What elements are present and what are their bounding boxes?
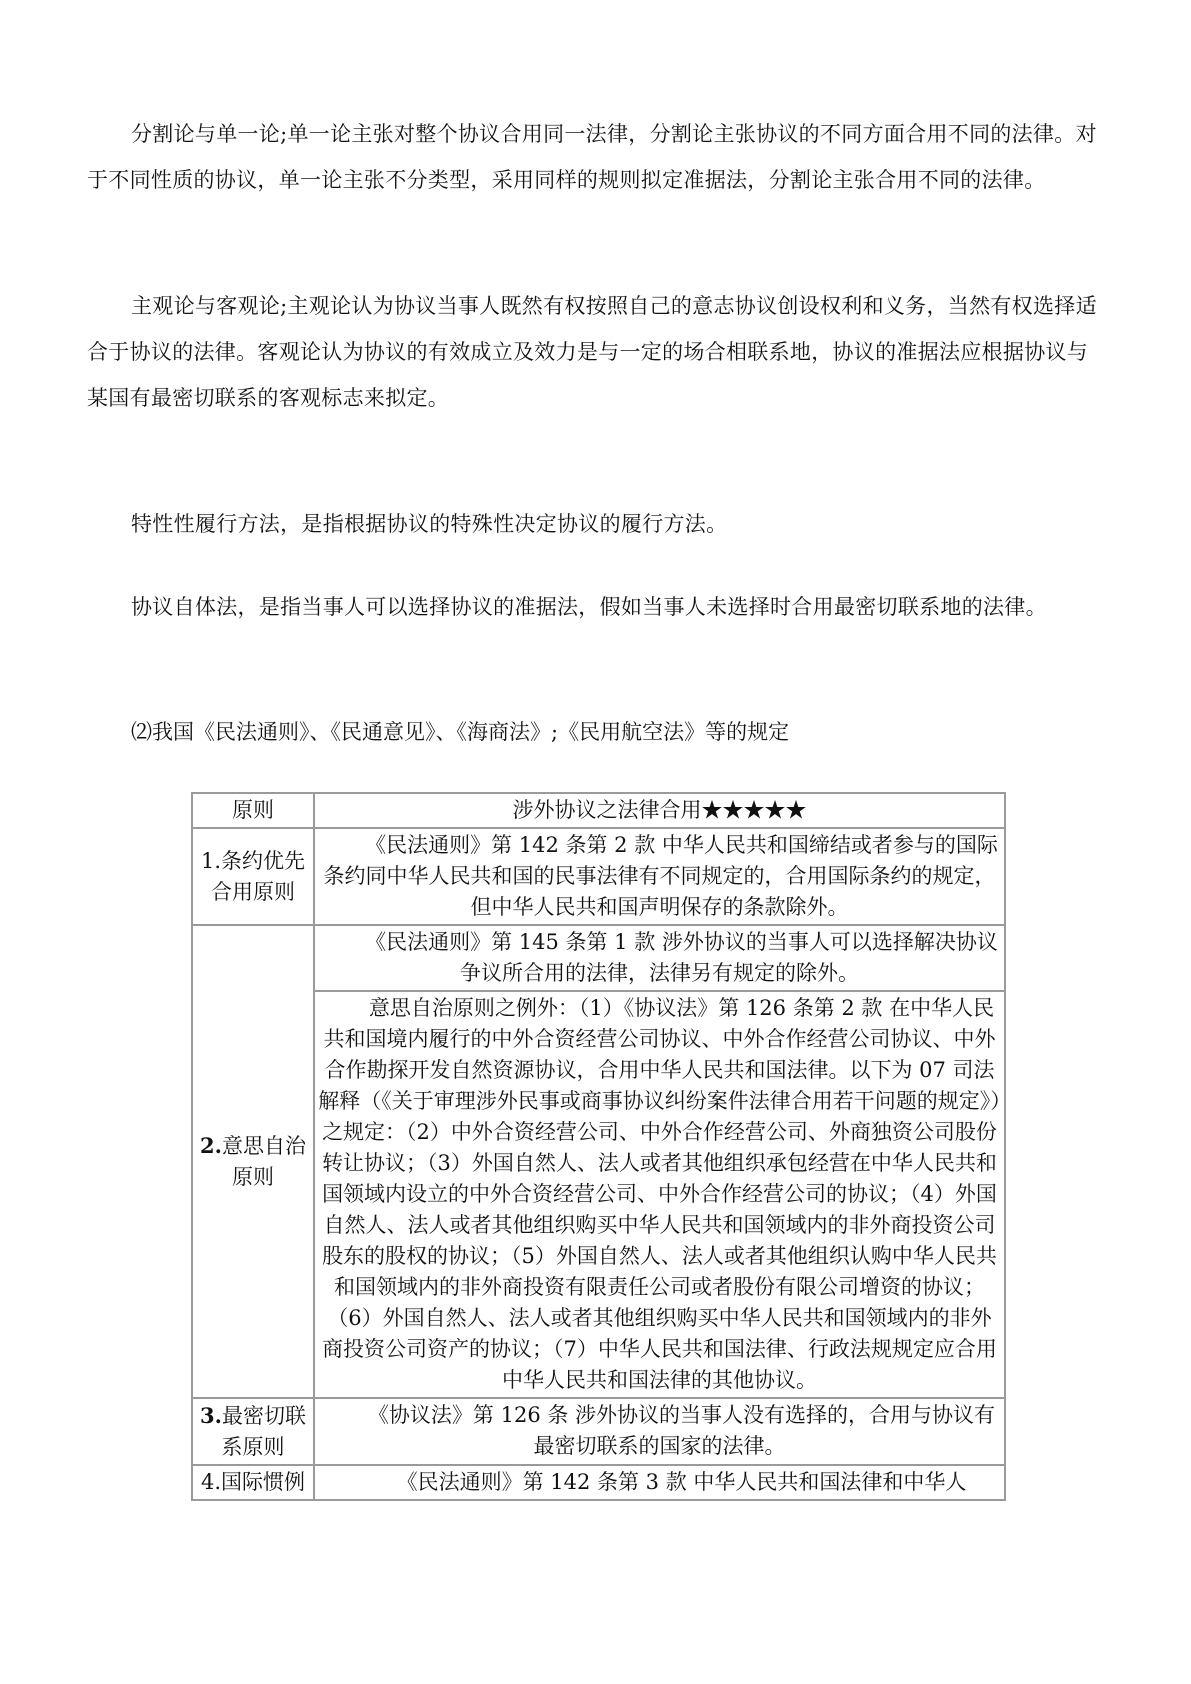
paragraph-characteristic-performance: 特性性履行方法，是指根据协议的特殊性决定协议的履行方法。 <box>131 512 728 536</box>
row-principle-label: 条约优先合用原则 <box>211 848 306 904</box>
paragraph-subjective-objective: 主观论与客观论;主观论认为协议当事人既然有权按照自己的意志协议创设权利和义务，当然有权选择适合于协议的法律。客观论认为协议的有效成立及效力是与一定的场合相联系地，协议的准据法应根据协议与某国有最密切联系的客观标志来拟定。 <box>87 294 1097 410</box>
row-content <box>314 1465 1005 1500</box>
table-row <box>192 991 1005 1398</box>
header-content: 涉外协议之法律合用★★★★★ <box>314 793 1005 828</box>
row-number: 3. <box>200 1403 222 1428</box>
row-content-text: 《协议法》第 126 条 涉外协议的当事人没有选择的，合用与协议有最密切联系的国家的法律。 <box>367 1403 996 1458</box>
row-content <box>314 925 1005 991</box>
row-number: 1. <box>200 848 222 873</box>
table-header-row <box>192 793 1005 828</box>
table-row <box>192 925 1005 991</box>
header-principle: 原则 <box>192 793 314 828</box>
row-content-text: 《民法通则》第 145 条第 1 款 涉外协议的当事人可以选择解决协议争议所合用的法律，法律另有规定的除外。 <box>365 930 998 985</box>
row-principle <box>192 1398 314 1465</box>
row-content-text: 意思自治原则之例外：（1）《协议法》第 126 条第 2 款 在中华人民共和国境内履行的中外合资经营公司协议、中外合作经营公司协议、中外合作勘探开发自然资源协议，合用中华人民共和国法律。以下为 07 司法解释（《关于审理涉外民事或商事协议纠纷案件法律合用若干问题的规定》）之规定：（2）中外合资经营公司、中外合作经营公司、外商独资公司股份转让协议；（3）外国自然人、法人或者其他组织承包经营在中华人民共和国领域内设立的中外合资经营公司、中外合作经营公司的协议；（4）外国自然人、法人或者其他组织购买中华人民共和国领域内的非外商投资公司股东的股权的协议；（5）外国自然人、法人或者其他组织认购中华人民共和国领域内的非外商投资有限责任公司或者股份有限公司增资的协议；（6）外国自然人、法人或者其他组织购买中华人民共和国领域内的非外商投资公司资产的协议；（7）中华人民共和国法律、行政法规规定应合用中华人民共和国法律的其他协议。 <box>318 996 1001 1392</box>
row-principle <box>192 828 314 925</box>
row-content <box>314 828 1005 925</box>
paragraph-divisibility: 分割论与单一论;单一论主张对整个协议合用同一法律，分割论主张协议的不同方面合用不同的法律。对于不同性质的协议，单一论主张不分类型，采用同样的规则拟定准据法，分割论主张合用不同的法律。 <box>87 122 1097 192</box>
row-principle <box>192 1465 314 1500</box>
row-content-exceptions <box>314 991 1005 1398</box>
row-number: 4. <box>200 1470 222 1494</box>
row-principle-label: 意思自治原则 <box>221 1134 306 1189</box>
row-principle <box>192 925 314 1398</box>
law-application-table <box>191 792 1006 1501</box>
row-number: 2. <box>200 1133 222 1158</box>
row-content-text: 《民法通则》第 142 条第 3 款 中华人民共和国法律和中华人 <box>396 1470 967 1494</box>
row-principle-label: 国际惯例 <box>221 1470 306 1494</box>
row-principle-label: 最密切联系原则 <box>221 1404 306 1459</box>
paragraph-proper-law: 协议自体法，是指当事人可以选择协议的准据法，假如当事人未选择时合用最密切联系地的法律。 <box>131 595 1047 619</box>
section-heading: ⑵我国《民法通则》、《民通意见》、《海商法》;《民用航空法》等的规定 <box>131 720 790 744</box>
table-row <box>192 828 1005 925</box>
table-row <box>192 1465 1005 1500</box>
row-content-text: 《民法通则》第 142 条第 2 款 中华人民共和国缔结或者参与的国际条约同中华人民共和国的民事法律有不同规定的，合用国际条约的规定，但中华人民共和国声明保存的条款除外。 <box>323 833 998 919</box>
table-row <box>192 1398 1005 1465</box>
row-content <box>314 1398 1005 1465</box>
